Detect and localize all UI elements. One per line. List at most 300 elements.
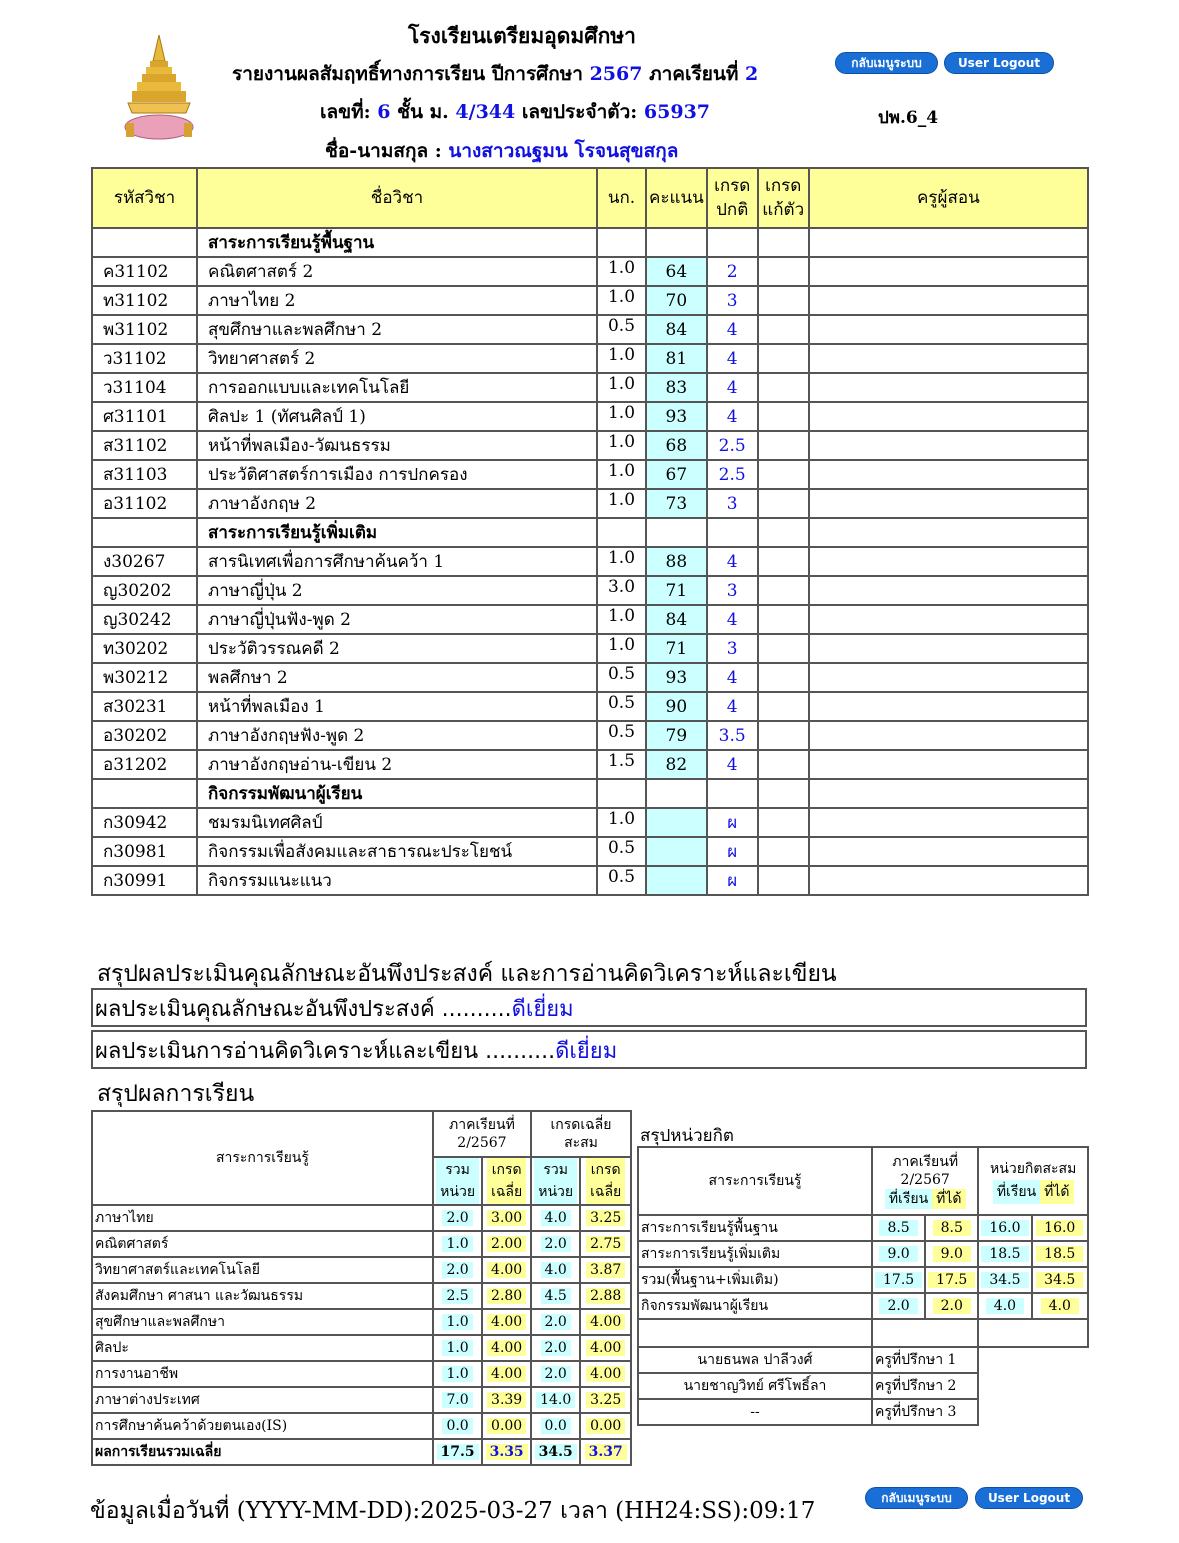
summary-row — [92, 1309, 631, 1335]
teacher-cell — [809, 663, 1088, 692]
teacher-cell — [809, 576, 1088, 605]
credits-value: 8.5 — [933, 1220, 971, 1236]
summary-c-units — [531, 1257, 580, 1283]
score-cell — [646, 518, 707, 547]
grade-cell: 3 — [707, 634, 758, 663]
summary-t-units — [433, 1257, 482, 1283]
subject-name: สารนิเทศเพื่อการศึกษาค้นคว้า 1 — [197, 547, 597, 576]
summary-value: 3.25 — [586, 1392, 625, 1408]
table-row — [92, 489, 1088, 518]
subject-code: ก30942 — [92, 808, 197, 837]
grade-cell: 4 — [707, 373, 758, 402]
grade-fix-cell — [758, 257, 809, 286]
teacher-cell — [809, 837, 1088, 866]
summary-c-avg — [580, 1231, 631, 1257]
score-cell: 73 — [646, 489, 707, 518]
logout-button-bottom[interactable]: User Logout — [975, 1487, 1083, 1509]
table-row — [92, 315, 1088, 344]
subject-name: หน้าที่พลเมือง-วัฒนธรรม — [197, 431, 597, 460]
credit-cell: 1.0 — [597, 605, 646, 634]
grade-cell: 4 — [707, 605, 758, 634]
subject-name: ภาษาญี่ปุ่นฟัง-พูด 2 — [197, 605, 597, 634]
summary-total-term-units — [433, 1439, 482, 1465]
teacher-cell — [809, 431, 1088, 460]
grade-cell: 2.5 — [707, 431, 758, 460]
grade-cell — [707, 518, 758, 547]
credits-c-earned — [1032, 1267, 1088, 1293]
group-title: สาระการเรียนรู้พื้นฐาน — [197, 228, 597, 257]
subject-code: ศ31101 — [92, 402, 197, 431]
reading-evaluation-label: ผลประเมินการอ่านคิดวิเคราะห์และเขียน .......... — [95, 1039, 556, 1064]
grade-cell: 4 — [707, 750, 758, 779]
total-term-units-value: 17.5 — [437, 1444, 479, 1460]
class-label: ชั้น ม. — [397, 101, 449, 123]
summary-t-avg — [482, 1413, 531, 1439]
table-row — [92, 373, 1088, 402]
code-cell — [92, 779, 197, 808]
grade-fix-cell — [758, 634, 809, 663]
score-cell — [646, 228, 707, 257]
credits-t-earned — [925, 1241, 978, 1267]
credit-cell — [597, 228, 646, 257]
credits-value: 18.5 — [981, 1246, 1028, 1262]
summary-col-cum-sub: สะสม — [564, 1135, 598, 1151]
credits-t-studied — [872, 1215, 925, 1241]
summary-row — [92, 1283, 631, 1309]
credit-cell — [597, 518, 646, 547]
term-value: 2 — [744, 63, 759, 85]
summary-value: 2.0 — [541, 1366, 571, 1382]
summary-c-avg — [580, 1361, 631, 1387]
credits-value: 8.5 — [879, 1220, 917, 1236]
score-cell — [646, 808, 707, 837]
table-row — [92, 808, 1088, 837]
col-header-credit: นก. — [597, 168, 646, 228]
summary-table — [91, 1110, 632, 1466]
summary-c-avg — [580, 1413, 631, 1439]
table-row — [92, 750, 1088, 779]
grade-cell: 3 — [707, 286, 758, 315]
summary-area: การศึกษาค้นคว้าด้วยตนเอง(IS) — [92, 1413, 433, 1439]
summary-row — [92, 1335, 631, 1361]
summary-row — [92, 1257, 631, 1283]
credits-value: 2.0 — [879, 1298, 917, 1314]
summary-area: ภาษาต่างประเทศ — [92, 1387, 433, 1413]
credit-cell: 1.0 — [597, 286, 646, 315]
grades-table-body — [92, 228, 1088, 895]
credits-area: กิจกรรมพัฒนาผู้เรียน — [638, 1293, 872, 1319]
subject-name: ประวัติศาสตร์การเมือง การปกครอง — [197, 460, 597, 489]
teacher-cell — [809, 460, 1088, 489]
credits-t-studied — [872, 1293, 925, 1319]
credits-c-studied — [978, 1267, 1031, 1293]
credits-c-studied — [978, 1293, 1031, 1319]
teacher-cell — [809, 257, 1088, 286]
subject-code: ว31104 — [92, 373, 197, 402]
avg-line1: เกรด — [491, 1162, 522, 1178]
summary-value: 4.00 — [487, 1262, 526, 1278]
credit-cell: 1.0 — [597, 402, 646, 431]
credit-cell: 0.5 — [597, 692, 646, 721]
credits-col-cum-studied: ที่เรียน — [993, 1180, 1040, 1204]
credits-row — [638, 1293, 1088, 1319]
summary-value: 2.0 — [541, 1340, 571, 1356]
grade-fix-cell — [758, 431, 809, 460]
credits-t-earned — [925, 1293, 978, 1319]
student-no: 6 — [377, 101, 391, 123]
subject-name: ศิลปะ 1 (ทัศนศิลป์ 1) — [197, 402, 597, 431]
student-id: 65937 — [643, 101, 711, 123]
grade-fix-cell — [758, 315, 809, 344]
credits-t-studied — [872, 1241, 925, 1267]
subject-code: ค31102 — [92, 257, 197, 286]
summary-value: 4.00 — [586, 1340, 625, 1356]
credits-value: 9.0 — [933, 1246, 971, 1262]
teacher-cell — [809, 228, 1088, 257]
credit-cell: 3.0 — [597, 576, 646, 605]
back-to-menu-button-bottom[interactable]: กลับเมนูระบบ — [865, 1487, 968, 1509]
subject-name: ภาษาญี่ปุ่น 2 — [197, 576, 597, 605]
summary-row — [92, 1361, 631, 1387]
table-row — [92, 576, 1088, 605]
summary-c-avg — [580, 1335, 631, 1361]
teacher-cell — [809, 808, 1088, 837]
student-id-label: เลขประจำตัว: — [521, 101, 638, 123]
credit-cell: 1.0 — [597, 344, 646, 373]
credit-cell: 0.5 — [597, 866, 646, 895]
summary-c-units — [531, 1335, 580, 1361]
summary-c-avg — [580, 1205, 631, 1231]
grade-fix-cell — [758, 866, 809, 895]
teacher-cell — [809, 344, 1088, 373]
reading-evaluation — [91, 1030, 1087, 1069]
grade-fix-cell — [758, 344, 809, 373]
credits-value: 17.5 — [928, 1272, 975, 1288]
credits-col-cum — [978, 1147, 1088, 1215]
credit-cell: 1.0 — [597, 808, 646, 837]
summary-value: 2.00 — [487, 1236, 526, 1252]
grade-fix-cell — [758, 750, 809, 779]
summary-value: 2.75 — [586, 1236, 625, 1252]
score-cell: 84 — [646, 605, 707, 634]
summary-c-units — [531, 1361, 580, 1387]
summary-value: 1.0 — [442, 1340, 472, 1356]
summary-row — [92, 1387, 631, 1413]
summary-t-units — [433, 1309, 482, 1335]
subject-code: ท31102 — [92, 286, 197, 315]
grade-cell: 4 — [707, 663, 758, 692]
summary-value: 4.00 — [487, 1314, 526, 1330]
grade-fix-cell — [758, 663, 809, 692]
teacher-cell — [809, 605, 1088, 634]
grade-cell — [707, 779, 758, 808]
summary-col-term-avg — [482, 1157, 531, 1205]
grade-cell: 4 — [707, 344, 758, 373]
units-line2: หน่วย — [538, 1184, 574, 1200]
credits-value: 18.5 — [1036, 1246, 1083, 1262]
score-cell: 64 — [646, 257, 707, 286]
summary-value: 1.0 — [442, 1314, 472, 1330]
grade-fix-cell — [758, 576, 809, 605]
trait-evaluation-value: ดีเยี่ยม — [511, 997, 574, 1022]
table-row — [92, 402, 1088, 431]
term-label: ภาคเรียนที่ — [649, 63, 739, 85]
group-row — [92, 779, 1088, 808]
student-name-label: ชื่อ-นามสกุล : — [325, 140, 442, 162]
subject-code: ก30991 — [92, 866, 197, 895]
table-row — [92, 634, 1088, 663]
table-row — [92, 692, 1088, 721]
units-line2: หน่วย — [440, 1184, 476, 1200]
subject-code: ญ30242 — [92, 605, 197, 634]
data-timestamp: ข้อมูลเมื่อวันที่ (YYYY-MM-DD):2025-03-27 เวลา (HH24:SS):09:17 — [90, 1498, 816, 1524]
credits-value: 16.0 — [1036, 1220, 1083, 1236]
subject-name: กิจกรรมแนะแนว — [197, 866, 597, 895]
credits-value: 16.0 — [981, 1220, 1028, 1236]
summary-value: 3.87 — [586, 1262, 625, 1278]
credits-spacer-row — [638, 1319, 1088, 1347]
col-header-grade-normal-line1: เกรด — [714, 176, 751, 196]
credit-cell: 1.0 — [597, 460, 646, 489]
summary-value: 1.0 — [442, 1366, 472, 1382]
advisor-name: นายธนพล ปาลีวงศ์ — [638, 1347, 872, 1373]
summary-col-term-label: ภาคเรียนที่ — [449, 1117, 515, 1133]
grade-cell: 2 — [707, 257, 758, 286]
table-row — [92, 460, 1088, 489]
summary-t-avg — [482, 1283, 531, 1309]
summary-col-term — [433, 1111, 531, 1157]
credits-value: 2.0 — [933, 1298, 971, 1314]
summary-t-units — [433, 1335, 482, 1361]
spacer-cell — [872, 1319, 978, 1347]
summary-t-units — [433, 1387, 482, 1413]
subject-code: ส31103 — [92, 460, 197, 489]
summary-total-row — [92, 1439, 631, 1465]
summary-value: 2.0 — [442, 1262, 472, 1278]
credits-col-term — [872, 1147, 978, 1215]
advisor-name: นายชาญวิทย์ ศรีโพธิ์ลา — [638, 1373, 872, 1399]
score-cell — [646, 837, 707, 866]
summary-t-units — [433, 1205, 482, 1231]
teacher-cell — [809, 866, 1088, 895]
grade-fix-cell — [758, 692, 809, 721]
units-line1: รวม — [445, 1162, 470, 1178]
grade-cell: 2.5 — [707, 460, 758, 489]
summary-c-avg — [580, 1283, 631, 1309]
grade-cell: 3 — [707, 489, 758, 518]
credits-col-term-studied: ที่เรียน — [885, 1189, 932, 1209]
summary-value: 4.00 — [487, 1366, 526, 1382]
subject-name: ภาษาอังกฤษอ่าน-เขียน 2 — [197, 750, 597, 779]
credits-col-area: สาระการเรียนรู้ — [638, 1147, 872, 1215]
score-cell: 67 — [646, 460, 707, 489]
table-row — [92, 837, 1088, 866]
grade-fix-cell — [758, 402, 809, 431]
spacer-cell — [638, 1319, 872, 1347]
score-cell — [646, 779, 707, 808]
summary-total-cum-avg — [580, 1439, 631, 1465]
subject-name: ชมรมนิเทศศิลป์ — [197, 808, 597, 837]
summary-c-units — [531, 1231, 580, 1257]
subject-name: ภาษาอังกฤษฟัง-พูด 2 — [197, 721, 597, 750]
subject-name: หน้าที่พลเมือง 1 — [197, 692, 597, 721]
grade-cell: 3.5 — [707, 721, 758, 750]
credits-c-earned — [1032, 1215, 1088, 1241]
student-name-line — [325, 136, 678, 166]
score-cell: 81 — [646, 344, 707, 373]
summary-value: 3.39 — [487, 1392, 526, 1408]
teacher-cell — [809, 750, 1088, 779]
summary-col-cum-units — [531, 1157, 580, 1205]
summary-value: 0.0 — [541, 1418, 571, 1434]
grade-cell: 3 — [707, 576, 758, 605]
summary-c-units — [531, 1309, 580, 1335]
subject-name: ภาษาอังกฤษ 2 — [197, 489, 597, 518]
summary-area: คณิตศาสตร์ — [92, 1231, 433, 1257]
credits-t-studied — [872, 1267, 925, 1293]
subject-code: ก30981 — [92, 837, 197, 866]
summary-value: 1.0 — [442, 1236, 472, 1252]
table-row — [92, 286, 1088, 315]
table-row — [92, 866, 1088, 895]
summary-value: 4.0 — [541, 1210, 571, 1226]
summary-value: 2.0 — [541, 1314, 571, 1330]
col-header-grade-normal — [707, 168, 758, 228]
class-value: 4/344 — [455, 101, 516, 123]
grade-cell: 4 — [707, 547, 758, 576]
subject-code: พ31102 — [92, 315, 197, 344]
credits-area: รวม(พื้นฐาน+เพิ่มเติม) — [638, 1267, 872, 1293]
subject-code: พ30212 — [92, 663, 197, 692]
subject-name: ภาษาไทย 2 — [197, 286, 597, 315]
group-row — [92, 518, 1088, 547]
summary-area: วิทยาศาสตร์และเทคโนโลยี — [92, 1257, 433, 1283]
back-to-menu-button[interactable]: กลับเมนูระบบ — [835, 52, 938, 74]
summary-t-avg — [482, 1205, 531, 1231]
spacer-cell — [978, 1319, 1088, 1347]
credits-table-body — [638, 1215, 1088, 1319]
summary-t-units — [433, 1231, 482, 1257]
score-cell: 79 — [646, 721, 707, 750]
score-cell: 82 — [646, 750, 707, 779]
subject-code: อ31202 — [92, 750, 197, 779]
subject-code: อ30202 — [92, 721, 197, 750]
advisor-row — [638, 1373, 1088, 1399]
subject-code: ว31102 — [92, 344, 197, 373]
subject-name: ประวัติวรรณคดี 2 — [197, 634, 597, 663]
col-header-grade-fix-line2: แก้ตัว — [762, 200, 805, 220]
credit-cell: 1.5 — [597, 750, 646, 779]
code-cell — [92, 518, 197, 547]
summary-value: 2.0 — [541, 1236, 571, 1252]
summary-value: 3.00 — [487, 1210, 526, 1226]
credits-c-earned — [1032, 1293, 1088, 1319]
total-cum-avg-value: 3.37 — [585, 1444, 627, 1460]
score-cell: 93 — [646, 663, 707, 692]
summary-col-term-units — [433, 1157, 482, 1205]
col-header-grade-normal-line2: ปกติ — [716, 200, 749, 220]
subject-code: ญ30202 — [92, 576, 197, 605]
subject-code: ส30231 — [92, 692, 197, 721]
score-cell: 90 — [646, 692, 707, 721]
summary-col-term-value: 2/2567 — [457, 1135, 507, 1151]
summary-c-units — [531, 1283, 580, 1309]
summary-value: 14.0 — [536, 1392, 575, 1408]
credits-value: 9.0 — [879, 1246, 917, 1262]
teacher-cell — [809, 692, 1088, 721]
credits-col-term-label: ภาคเรียนที่ — [892, 1154, 959, 1170]
teacher-cell — [809, 286, 1088, 315]
student-name: นางสาวณฐมน โรจนสุขสกุล — [448, 140, 679, 162]
col-header-grade-fix-line1: เกรด — [765, 176, 802, 196]
summary-col-area: สาระการเรียนรู้ — [92, 1111, 433, 1205]
trait-evaluation-label: ผลประเมินคุณลักษณะอันพึงประสงค์ .......... — [95, 997, 512, 1022]
logout-button[interactable]: User Logout — [944, 52, 1054, 74]
credit-cell: 0.5 — [597, 721, 646, 750]
summary-value: 4.00 — [586, 1366, 625, 1382]
score-cell: 84 — [646, 315, 707, 344]
advisors-body — [638, 1347, 1088, 1425]
summary-c-avg — [580, 1387, 631, 1413]
subject-code: ส31102 — [92, 431, 197, 460]
subject-name: คณิตศาสตร์ 2 — [197, 257, 597, 286]
summary-area: การงานอาชีพ — [92, 1361, 433, 1387]
code-cell — [92, 228, 197, 257]
col-header-code: รหัสวิชา — [92, 168, 197, 228]
col-header-subject: ชื่อวิชา — [197, 168, 597, 228]
grade-cell — [707, 228, 758, 257]
subject-code: ท30202 — [92, 634, 197, 663]
summary-c-units — [531, 1413, 580, 1439]
summary-title: สรุปผลการเรียน — [97, 1081, 255, 1107]
reading-evaluation-value: ดีเยี่ยม — [555, 1039, 618, 1064]
credit-cell: 1.0 — [597, 547, 646, 576]
summary-row — [92, 1231, 631, 1257]
summary-col-cum-avg — [580, 1157, 631, 1205]
summary-t-avg — [482, 1231, 531, 1257]
teacher-cell — [809, 634, 1088, 663]
academic-year: 2567 — [589, 63, 643, 85]
grades-table — [91, 167, 1089, 896]
summary-value: 2.80 — [487, 1288, 526, 1304]
summary-value: 7.0 — [442, 1392, 472, 1408]
summary-col-cum-label: เกรดเฉลี่ย — [550, 1117, 612, 1133]
credits-area: สาระการเรียนรู้พื้นฐาน — [638, 1215, 872, 1241]
credits-c-studied — [978, 1215, 1031, 1241]
score-cell: 93 — [646, 402, 707, 431]
teacher-cell — [809, 373, 1088, 402]
summary-t-units — [433, 1413, 482, 1439]
credits-c-studied — [978, 1241, 1031, 1267]
grade-cell: ผ — [707, 808, 758, 837]
summary-area: ศิลปะ — [92, 1335, 433, 1361]
teacher-cell — [809, 315, 1088, 344]
summary-c-units — [531, 1205, 580, 1231]
summary-t-avg — [482, 1387, 531, 1413]
subject-code: ง30267 — [92, 547, 197, 576]
credit-cell: 1.0 — [597, 489, 646, 518]
grade-cell: 4 — [707, 315, 758, 344]
advisor-row — [638, 1399, 1088, 1425]
credit-cell: 1.0 — [597, 373, 646, 402]
summary-t-avg — [482, 1309, 531, 1335]
advisor-role: ครูที่ปรึกษา 1 — [872, 1347, 978, 1373]
summary-value: 4.00 — [586, 1314, 625, 1330]
table-row — [92, 663, 1088, 692]
grade-fix-cell — [758, 286, 809, 315]
teacher-cell — [809, 721, 1088, 750]
group-title: สาระการเรียนรู้เพิ่มเติม — [197, 518, 597, 547]
